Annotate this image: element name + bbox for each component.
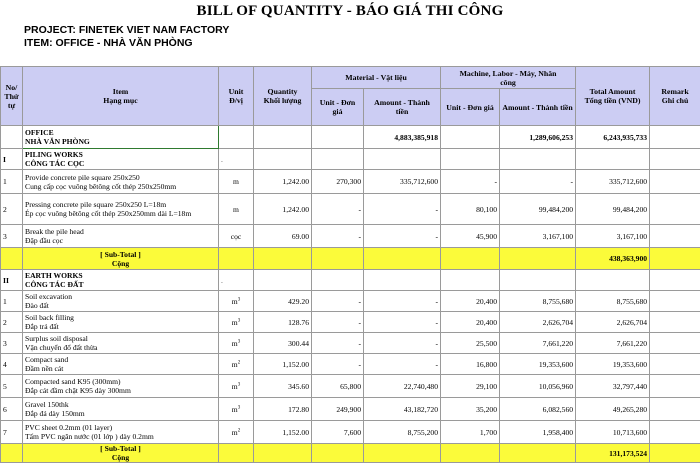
project-name: PROJECT: FINETEK VIET NAM FACTORY [24,24,230,36]
header-item: Item Hạng mục [23,67,219,126]
table-row: 3 Break the pile head Đập đầu cọc cọc 69.00 - - 45,900 3,167,100 3,167,100 [1,225,700,248]
table-row: 3 Surplus soil disposal Vận chuyển đổ đất thừa $m^3$ 300.44 - - 25,500 7,661,220 7,661,220 [1,333,700,354]
item-name: ITEM: OFFICE - NHÀ VĂN PHÒNG [24,37,193,49]
subtotal-value: 438,363,900 [576,248,650,270]
header-labor-unit-price: Unit - Đơn giá [441,89,500,126]
header-labor-amount: Amount - Thành tiền [500,89,576,126]
table-row: 7 PVC sheet 0.2mm (01 layer) Tấm PVC ngăn nước (01 lớp ) dày 0.2mm $m^2$ 1,152.00 7,600 8,755,200 1,700 1,958,400 10,713,600 [1,421,700,444]
table-row: 4 Compact sand Đầm nền cát $m^2$ 1,152.00 - - 16,800 19,353,600 19,353,600 [1,354,700,375]
header-material-amount: Amount - Thành tiền [364,89,441,126]
document-title: BILL OF QUANTITY - BÁO GIÁ THI CÔNG [196,3,504,19]
office-total: 6,243,935,733 [576,126,650,149]
table-row: 1 Provide concrete pile square 250x250 Cung cấp cọc vuông bêtông cốt thép 250x250mm m 1,242.00 270,300 335,712,600 - - 335,712,600 [1,170,700,194]
section-header: II EARTH WORKS CÔNG TÁC ĐẤT . [1,270,700,291]
table-row: 1 Soil excavation Đào đất $m^3$ 429.20 - - 20,400 8,755,680 8,755,680 [1,291,700,312]
header-material-unit-price: Unit - Đơn giá [312,89,364,126]
table-row: 2 Pressing concrete pile square 250x250 L=18m Ép cọc vuông bêtông cốt thép 250x250mm dài L=18m m 1,242.00 - - 80,100 99,484,200 99,484,200 [1,194,700,225]
subtotal-row: [ Sub-Total ] Cộng 438,363,900 [1,248,700,270]
header-labor-group: Machine, Labor - Máy, Nhân công [441,67,576,89]
office-label[interactable]: OFFICE NHÀ VĂN PHÒNG [23,126,219,149]
subtotal-row: [ Sub-Total ] Cộng 131,173,524 [1,444,700,463]
boq-table [0,66,700,463]
header-total-amount: Total Amount Tổng tiền (VND) [576,67,650,126]
header-unit: Unit Đ/vị [219,67,254,126]
table-row: 2 Soil back filling Đắp trả đất $m^3$ 128.76 - - 20,400 2,626,704 2,626,704 [1,312,700,333]
table-row: 5 Compacted sand K95 (300mm) Đắp cát đầm chặt K95 dày 300mm $m^3$ 345.60 65,800 22,740,480 29,100 10,056,960 32,797,440 [1,375,700,398]
header-material-group: Material - Vật liệu [312,67,441,89]
header-no: No/ Thứ tự [1,67,23,126]
header-quantity: Quantity Khối lượng [254,67,312,126]
office-row [1,126,700,149]
section-header: I PILING WORKS CÔNG TÁC CỌC . [1,149,700,170]
table-row: 6 Gravel 150thk Đắp đá dày 150mm $m^3$ 172.80 249,900 43,182,720 35,200 6,082,560 49,265,280 [1,398,700,421]
office-material-amount: 4,883,385,918 [364,126,441,149]
header-remark: Remark Ghi chú [650,67,700,126]
subtotal-value: 131,173,524 [576,444,650,463]
office-labor-amount: 1,289,606,253 [500,126,576,149]
